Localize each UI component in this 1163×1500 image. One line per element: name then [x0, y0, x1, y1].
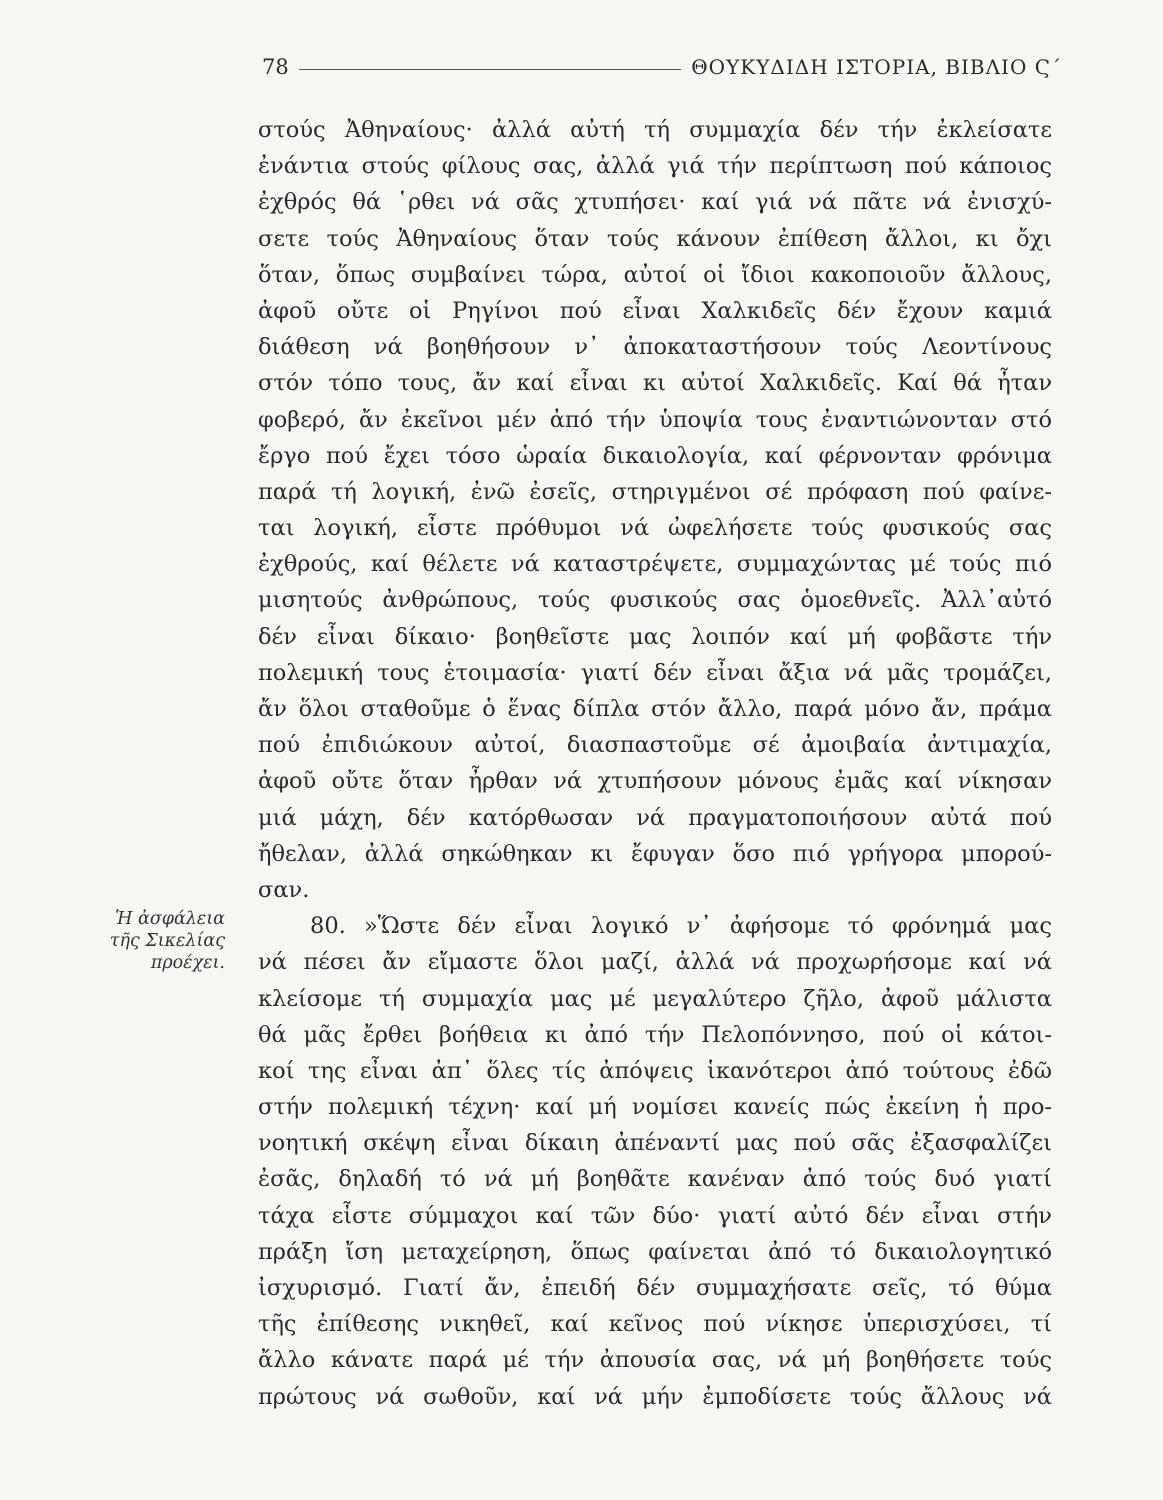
- body-text: [258, 112, 1052, 1415]
- text-line: στόν τόπο τους, ἄν καί εἶναι κι αὐτοί Χαλκιδεῖς. Καί θά ἦταν: [258, 370, 1052, 397]
- text-line: τάχα εἶστε σύμμαχοι καί τῶν δύο· γιατί αὐτό δέν εἶναι στήν: [258, 1202, 1052, 1229]
- text-line: σαν.: [258, 876, 310, 903]
- text-line: νοητική σκέψη εἶναι δίκαιη ἀπέναντί μας πού σᾶς ἐξασφαλίζει: [258, 1130, 1052, 1157]
- text-line: μιά μάχη, δέν κατόρθωσαν νά πραγματοποιήσουν αὐτά πού: [258, 804, 1052, 831]
- text-line: κοί της εἶναι ἀπ᾿ ὅλες τίς ἀπόψεις ἱκανότεροι ἀπό τούτους ἐδῶ: [258, 1057, 1052, 1084]
- page-number: 78: [262, 55, 289, 79]
- paragraph-start-line: 80. »Ὥστε δέν εἶναι λογικό ν᾿ ἀφήσομε τό φρόνημά μας: [310, 913, 1052, 940]
- text-line: ἔργο πού ἔχει τόσο ὡραία δικαιολογία, καί φέρνονταν φρόνιμα: [258, 442, 1052, 469]
- margin-note-line: προέχει.: [150, 953, 225, 973]
- text-line: μισητούς ἀνθρώπους, τούς φυσικούς σας ὁμοεθνεῖς. Ἀλλ᾿αὐτό: [258, 587, 1052, 614]
- running-title: ΘΟΥΚΥΔΙΔΗ ΙΣΤΟΡΙΑ, ΒΙΒΛΙΟ Ϛ΄: [691, 55, 1062, 79]
- text-line: ἀφοῦ οὔτε οἱ Ρηγίνοι πού εἶναι Χαλκιδεῖς δέν ἔχουν καμιά: [258, 297, 1052, 324]
- text-line: νά πέσει ἄν εἴμαστε ὅλοι μαζί, ἀλλά νά προχωρήσομε καί νά: [258, 949, 1052, 976]
- text-line: πράξη ἴση μεταχείρηση, ὅπως φαίνεται ἀπό τό δικαιολογητικό: [258, 1238, 1052, 1265]
- text-line: στήν πολεμική τέχνη· καί μή νομίσει κανείς πώς ἐκείνη ἡ προ-: [258, 1094, 1052, 1121]
- text-line: ἄν ὅλοι σταθοῦμε ὁ ἕνας δίπλα στόν ἄλλο, παρά μόνο ἄν, πράμα: [258, 696, 1052, 722]
- margin-note-line: Ἡ ἀσφάλεια: [115, 909, 225, 929]
- page-header: [262, 50, 1062, 84]
- text-line: δέν εἶναι δίκαιο· βοηθεῖστε μας λοιπόν καί μή φοβᾶστε τήν: [258, 623, 1052, 650]
- text-line: ἰσχυρισμό. Γιατί ἄν, ἐπειδή δέν συμμαχήσατε σεῖς, τό θύμα: [258, 1275, 1052, 1301]
- text-line: πολεμική τους ἑτοιμασία· γιατί δέν εἶναι ἄξια νά μᾶς τρομάζει,: [258, 659, 1052, 686]
- text-line: ὅταν, ὅπως συμβαίνει τώρα, αὐτοί οἱ ἴδιοι κακοποιοῦν ἄλλους,: [258, 261, 1052, 288]
- margin-note-line: τῆς Σικελίας: [109, 931, 225, 951]
- text-line: ται λογική, εἶστε πρόθυμοι νά ὠφελήσετε τούς φυσικούς σας: [258, 515, 1052, 542]
- text-line: ἤθελαν, ἀλλά σηκώθηκαν κι ἔφυγαν ὅσο πιό γρήγορα μπορού-: [258, 840, 1052, 867]
- text-line: ἐχθρός θά ῾ρθει νά σᾶς χτυπήσει· καί γιά νά πᾶτε νά ἐνισχύ-: [258, 189, 1052, 216]
- text-line: κλείσομε τή συμμαχία μας μέ μεγαλύτερο ζῆλο, ἀφοῦ μάλιστα: [258, 985, 1052, 1012]
- text-line: σετε τούς Ἀθηναίους ὅταν τούς κάνουν ἐπίθεση ἄλλοι, κι ὄχι: [258, 225, 1052, 252]
- margin-note: [40, 908, 225, 974]
- text-line: παρά τή λογική, ἐνῶ ἐσεῖς, στηριγμένοι σέ πρόφαση πού φαίνε-: [258, 478, 1052, 505]
- text-line: ἄλλο κάνατε παρά μέ τήν ἀπουσία σας, νά μή βοηθήσετε τούς: [258, 1347, 1052, 1374]
- header-rule: [299, 69, 682, 70]
- text-line: ἐνάντια στούς φίλους σας, ἀλλά γιά τήν περίπτωση πού κάποιος: [258, 153, 1052, 180]
- text-line: ἐχθρούς, καί θέλετε νά καταστρέψετε, συμμαχώντας μέ τούς πιό: [258, 551, 1052, 578]
- text-line: ἐσᾶς, δηλαδή τό νά μή βοηθᾶτε κανέναν ἀπό τούς δυό γιατί: [258, 1166, 1052, 1193]
- text-line: διάθεση νά βοηθήσουν ν᾿ ἀποκαταστήσουν τούς Λεοντίνους: [258, 334, 1052, 361]
- text-line: πρώτους νά σωθοῦν, καί νά μήν ἐμποδίσετε τούς ἄλλους νά: [258, 1383, 1052, 1410]
- text-line: στούς Ἀθηναίους· ἀλλά αὐτή τή συμμαχία δέν τήν ἐκλείσατε: [258, 117, 1052, 143]
- text-line: πού ἐπιδιώκουν αὐτοί, διασπαστοῦμε σέ ἀμοιβαία ἀντιμαχία,: [258, 732, 1052, 759]
- text-line: τῆς ἐπίθεσης νικηθεῖ, καί κεῖνος πού νίκησε ὑπερισχύσει, τί: [258, 1311, 1052, 1338]
- text-line: ἀφοῦ οὔτε ὅταν ἦρθαν νά χτυπήσουν μόνους ἐμᾶς καί νίκησαν: [258, 768, 1052, 795]
- text-line: φοβερό, ἄν ἐκεῖνοι μέν ἀπό τήν ὑποψία τους ἐναντιώνονταν στό: [258, 406, 1052, 433]
- text-line: θά μᾶς ἔρθει βοήθεια κι ἀπό τήν Πελοπόννησο, πού οἱ κάτοι-: [258, 1021, 1052, 1048]
